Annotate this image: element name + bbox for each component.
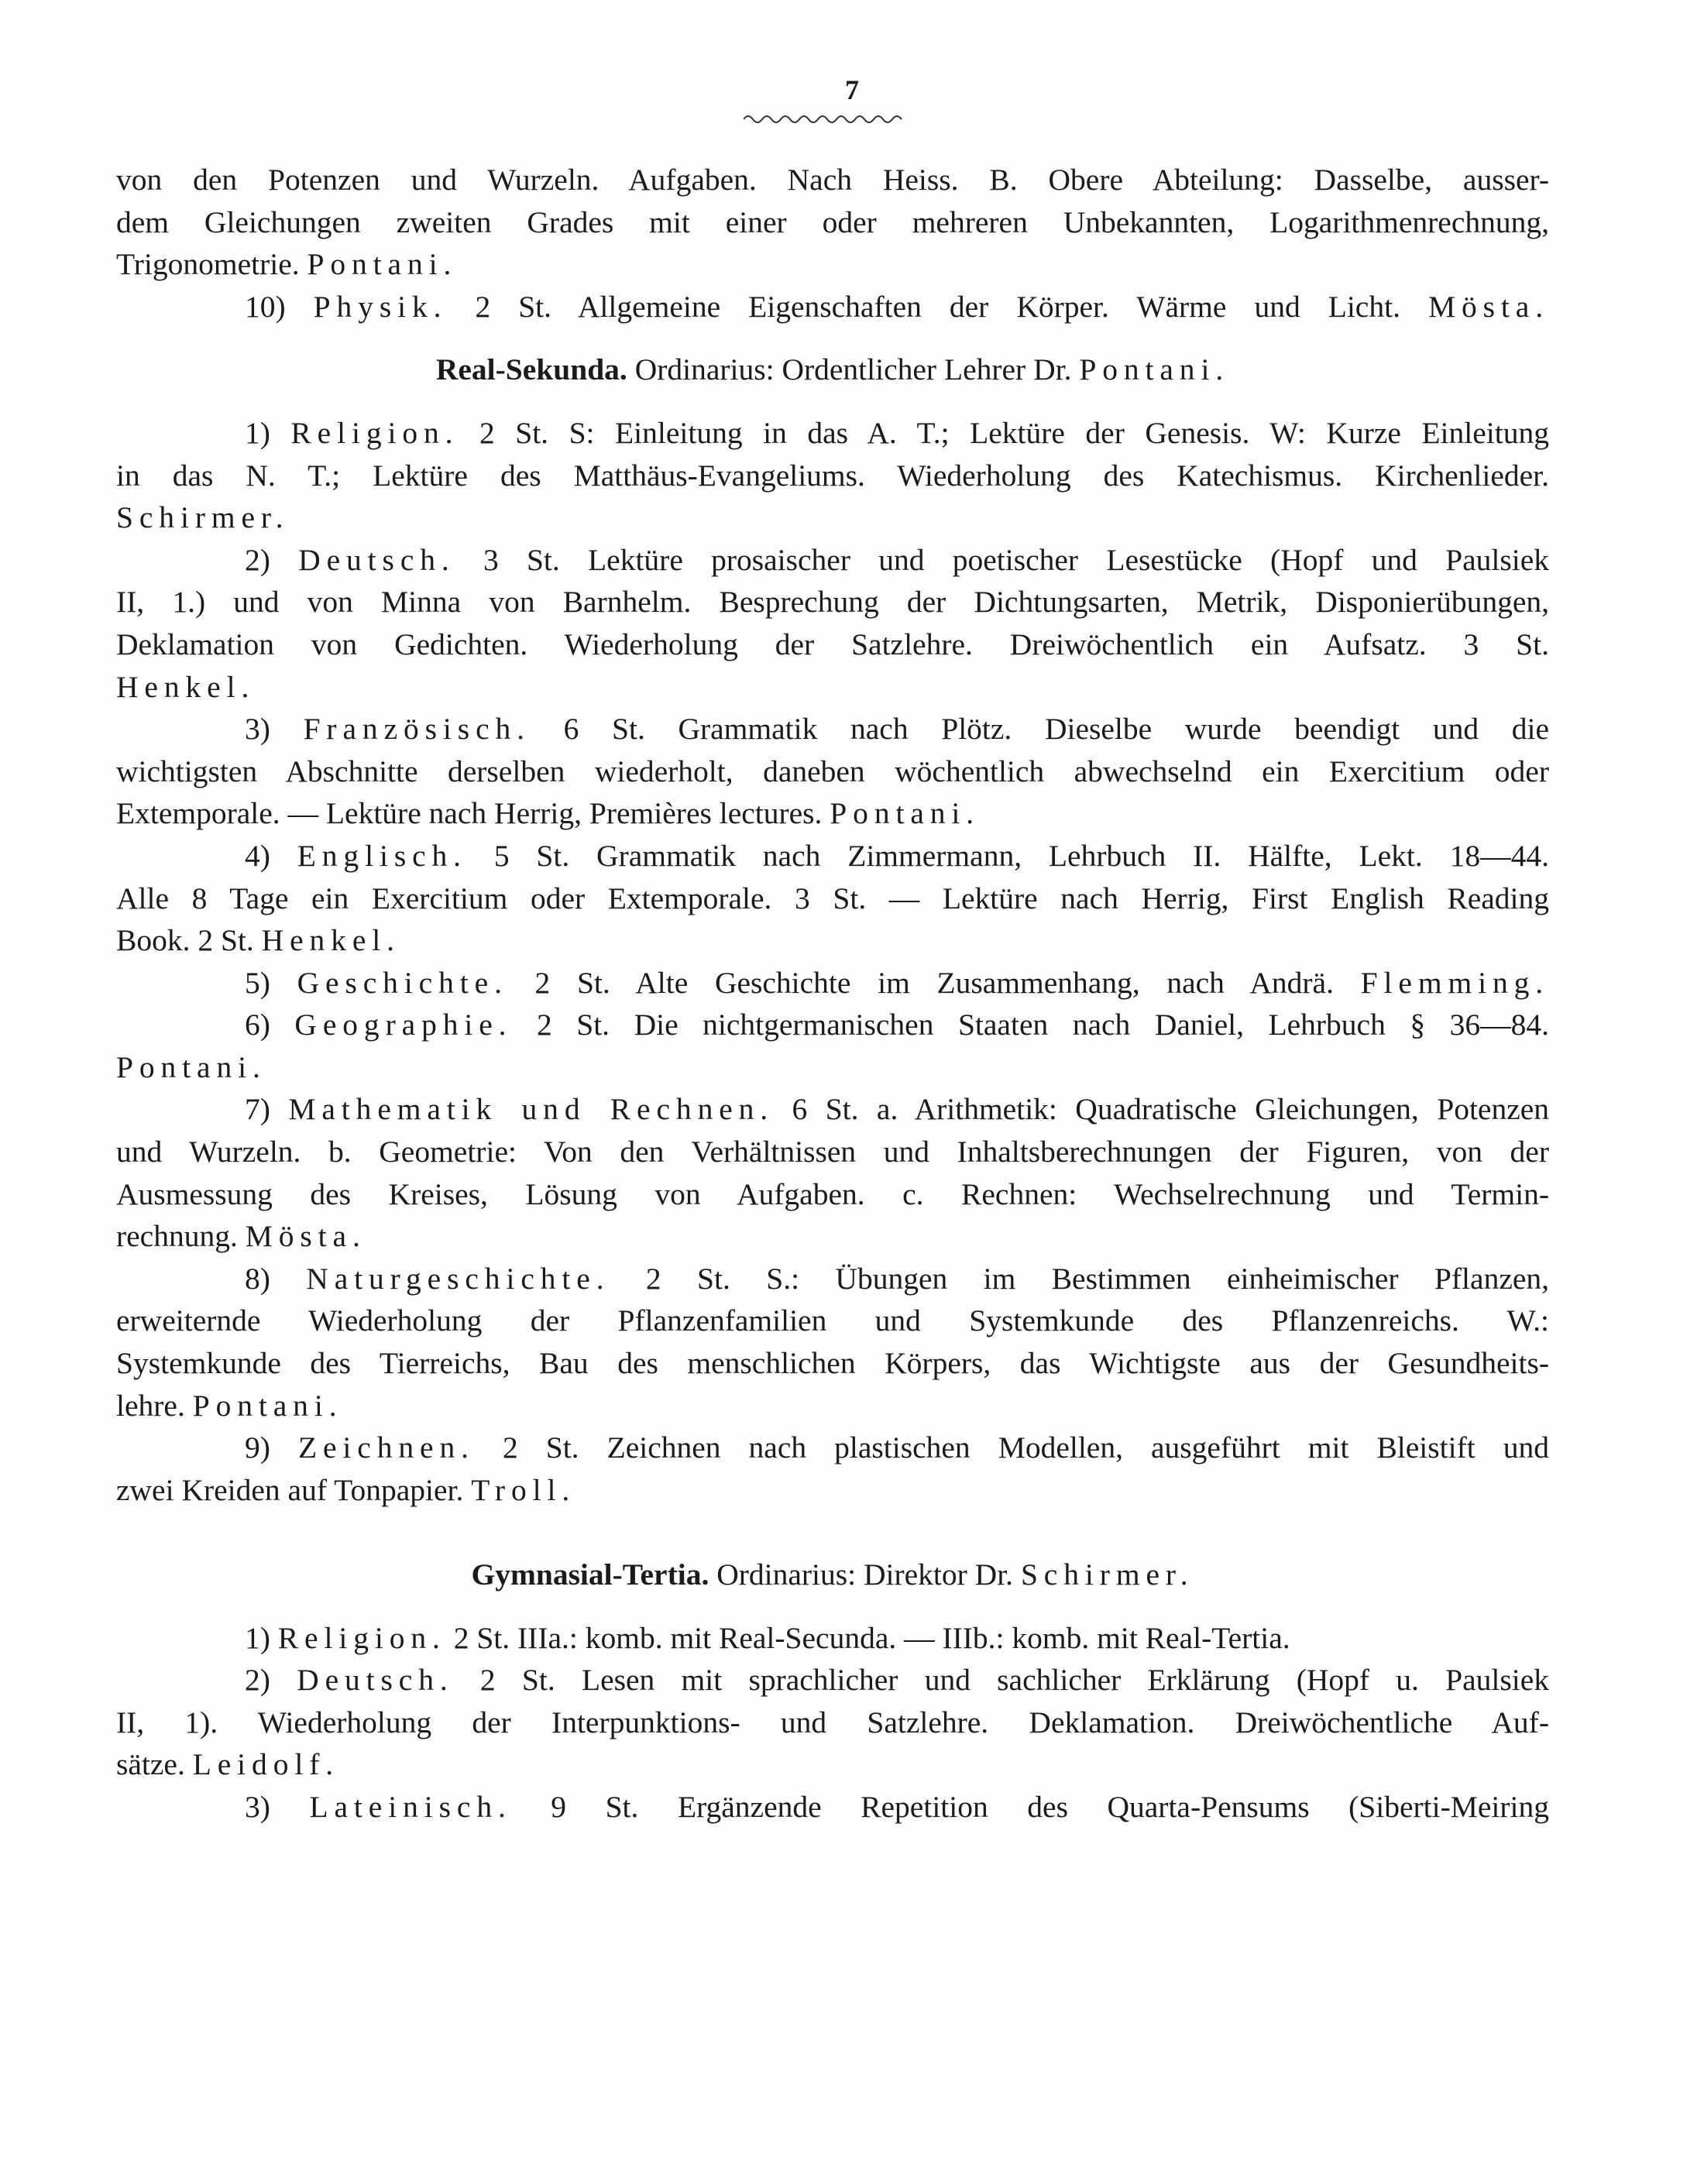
page-number: 7 xyxy=(845,74,859,105)
subject-name: Zeichnen. xyxy=(297,1430,475,1465)
subject-name: Deutsch. xyxy=(297,1663,454,1698)
subject-name: Religion. xyxy=(277,1620,446,1655)
teacher-name: Leidolf. xyxy=(192,1747,340,1782)
entry-geschichte: 5) Geschichte. 2 St. Alte Geschichte im Zusammenhang, nach Andrä. Flemming. xyxy=(245,965,1550,1000)
teacher-name: Pontani. xyxy=(307,247,458,282)
entry-franzoesisch: 3) Französisch. 6 St. Grammatik nach Plötz. Dieselbe wurde beendigt und die wichtigsten Abschnitte derselben wiederholt, daneben wöchentlich abwechselnd ein Exercitium oder Extemporale. — Lektüre nach Herrig, Premières lectures. Pontani. xyxy=(116,712,1549,831)
entry-mathematik: 7) Mathematik und Rechnen. 6 St. a. Arithmetik: Quadratische Gleichungen, Potenzen und Wurzeln. b. Geometrie: Von den Verhältnissen und Inhaltsberechnungen der Figuren, von der Ausmessung des Kreises, Lösung von Aufgaben. c. Rechnen: Wechselrechnung und Termin- rechnung. Mösta. xyxy=(116,1092,1550,1254)
subject-name: Religion. xyxy=(290,415,459,450)
entry-tertia-religion: 1) Religion. 2 St. IIIa.: komb. mit Real-Secunda. — IIIb.: komb. mit Real-Tertia. xyxy=(245,1620,1290,1655)
entry-religion: 1) Religion. 2 St. S: Einleitung in das A. T.; Lektüre der Genesis. W: Kurze Einleitung in das N. T.; Lektüre des Matthäus-Evangeliums. Wiederholung des Katechismus. Kirchenlieder. Schirmer. xyxy=(116,415,1549,535)
teacher-name: Henkel. xyxy=(116,669,256,704)
teacher-name: Pontani. xyxy=(830,796,981,831)
body-text xyxy=(116,159,1549,1829)
section-heading-gymnasial-tertia: Gymnasial-Tertia. Ordinarius: Direktor Dr. Schirmer. xyxy=(471,1557,1194,1592)
subject-name: Geschichte. xyxy=(297,965,508,1000)
entry-englisch: 4) Englisch. 5 St. Grammatik nach Zimmermann, Lehrbuch II. Hälfte, Lekt. 18—44. Alle 8 Tage ein Exercitium oder Extemporale. 3 St. — Lektüre nach Herrig, First English Reading Book. 2 St. Henkel. xyxy=(116,838,1550,958)
entry-deutsch: 2) Deutsch. 3 St. Lektüre prosaischer und poetischer Lesestücke (Hopf und Paulsiek II, 1.) und von Minna von Barnhelm. Besprechung der Dichtungsarten, Metrik, Disponierübungen, Deklamation von Gedichten. Wiederholung der Satzlehre. Dreiwöchentlich ein Aufsatz. 3 St. Henkel. xyxy=(116,542,1550,704)
physik-entry: 10) Physik. 2 St. Allgemeine Eigenschaften der Körper. Wärme und Licht. Mösta. xyxy=(245,289,1549,324)
subject-name: Lateinisch. xyxy=(309,1789,512,1824)
intro-line-2: dem Gleichungen zweiten Grades mit einer oder mehreren Unbekannten, Logarithmenrechnung, xyxy=(116,204,1549,239)
entry-tertia-deutsch: 2) Deutsch. 2 St. Lesen mit sprachlicher und sachlicher Erklärung (Hopf u. Paulsiek II, 1). Wiederholung der Interpunktions- und Satzlehre. Deklamation. Dreiwöchentliche Auf- sätze. Leidolf. xyxy=(116,1663,1550,1782)
subject-name: Deutsch. xyxy=(298,542,455,577)
subject-name: Naturgeschichte. xyxy=(306,1261,610,1296)
entry-naturgeschichte: 8) Naturgeschichte. 2 St. S.: Übungen im Bestimmen einheimischer Pflanzen, erweiternde Wiederholung der Pflanzenfamilien und Systemkunde des Pflanzenreichs. W.: Systemkunde des Tierreichs, Bau des menschlichen Körpers, das Wichtigste aus der Gesundheits- lehre. Pontani. xyxy=(116,1261,1550,1423)
teacher-name: Pontani. xyxy=(192,1388,343,1423)
teacher-name: Troll. xyxy=(471,1472,576,1507)
teacher-name: Mösta. xyxy=(245,1219,366,1254)
teacher-name: Henkel. xyxy=(261,923,400,958)
subject-name: Mathematik und Rechnen. xyxy=(288,1092,775,1127)
subject-name: Englisch. xyxy=(297,838,467,873)
teacher-name: Flemming. xyxy=(1360,965,1550,1000)
teacher-name: Mösta. xyxy=(1427,289,1549,324)
entry-zeichnen: 9) Zeichnen. 2 St. Zeichnen nach plastischen Modellen, ausgeführt mit Bleistift und zwei Kreiden auf Tonpapier. Troll. xyxy=(116,1430,1550,1507)
teacher-name: Pontani. xyxy=(116,1049,266,1084)
subject-name: Geographie. xyxy=(294,1008,513,1042)
intro-line-3: Trigonometrie. Pontani. xyxy=(116,247,458,282)
subject-name: Französisch. xyxy=(303,712,531,747)
section-heading-real-sekunda: Real-Sekunda. Ordinarius: Ordentlicher Lehrer Dr. Pontani. xyxy=(435,352,1230,387)
entry-tertia-lateinisch: 3) Lateinisch. 9 St. Ergänzende Repetition des Quarta-Pensums (Siberti-Meiring xyxy=(245,1789,1549,1824)
subject-name: Physik. xyxy=(313,289,448,324)
entry-geographie: 6) Geographie. 2 St. Die nichtgermanischen Staaten nach Daniel, Lehrbuch § 36—84. Pontani. xyxy=(116,1008,1549,1084)
teacher-name: Schirmer. xyxy=(116,500,290,535)
wavy-rule-ornament xyxy=(744,113,906,125)
intro-line-1: von den Potenzen und Wurzeln. Aufgaben. Nach Heiss. B. Obere Abteilung: Dasselbe, ausser- xyxy=(116,163,1549,197)
